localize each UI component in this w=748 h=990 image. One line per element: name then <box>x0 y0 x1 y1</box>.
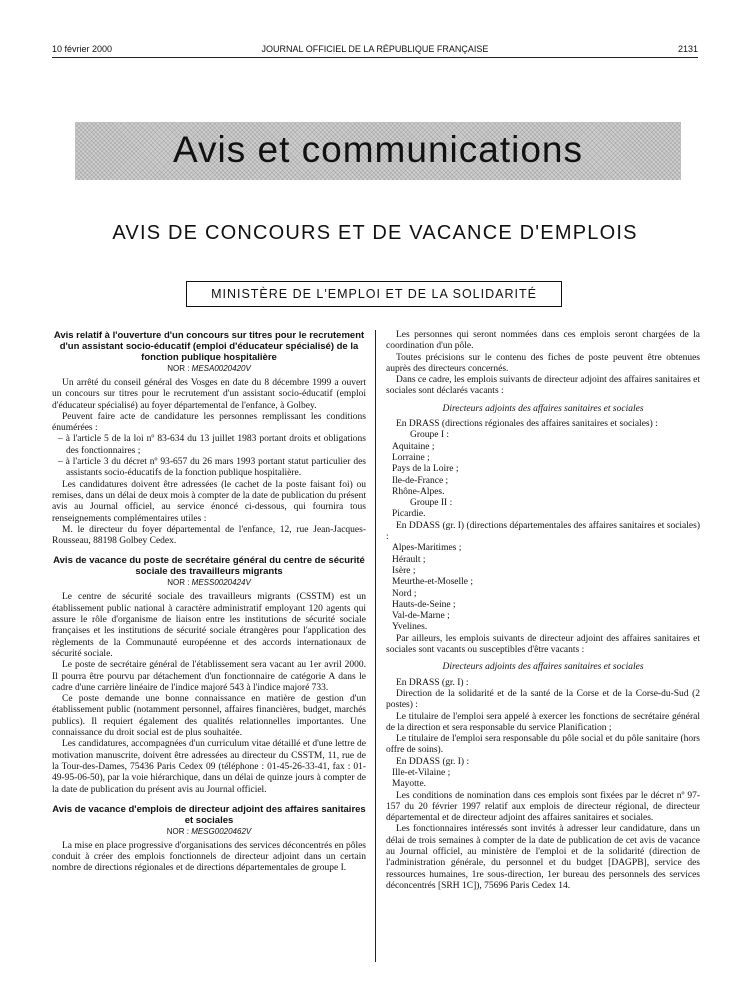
list-item: Alpes-Maritimes ; <box>392 543 462 554</box>
paragraph: Direction de la solidarité et de la santé de la Corse et de la Corse-du-Sud (2 postes) : <box>386 688 700 711</box>
article-title-concours: Avis relatif à l'ouverture d'un concours sur titres pour le recrutement d'un assistant socio-éducatif (emploi d'éducateur spécialisé) de la fonction publique hospitalière <box>53 330 365 363</box>
paragraph: La mise en place progressive d'organisations des services déconcentrés en pôles conduit à créer des emplois fonctionnels de directeur adjoint dans un certain nombre de directions régionales et de directions départementales de groupe I. <box>52 840 366 874</box>
list-item: Rhône-Alpes. <box>392 486 445 497</box>
nor-label: NOR : <box>167 578 190 588</box>
paragraph: Peuvent faire acte de candidature les personnes remplissant les conditions énumérées : <box>52 411 366 434</box>
list-item: Hérault ; <box>392 554 426 565</box>
paragraph: Le titulaire de l'emploi sera responsable du pôle social et du pôle sanitaire (hors offre de soins). <box>386 734 700 756</box>
article-title-secretaire: Avis de vacance du poste de secrétaire général du centre de sécurité sociale des travailleurs migrants <box>53 555 365 578</box>
article-nor <box>52 577 366 588</box>
nor-code: MESA0020420V <box>191 364 251 373</box>
nor-code: MESG0020462V <box>191 826 252 836</box>
paragraph: En DDASS (gr. I) (directions départementales des affaires sanitaires et sociales) : <box>386 520 700 543</box>
list-item: Hauts-de-Seine ; <box>392 599 456 610</box>
paragraph: Par ailleurs, les emplois suivants de directeur adjoint des affaires sanitaires et sociales sont vacants ou susceptibles d'être vacants : <box>386 633 700 656</box>
subheading: Directeurs adjoints des affaires sanitaires et sociales <box>442 403 644 414</box>
paragraph: En DDASS (gr. I) : <box>396 756 470 767</box>
list-item: Nord ; <box>392 588 417 599</box>
left-column <box>52 330 366 962</box>
list-item: Meurthe-et-Moselle ; <box>392 577 473 588</box>
section-banner <box>75 122 681 180</box>
group-label: Groupe I : <box>410 430 450 441</box>
running-header <box>52 44 698 58</box>
list-item: Isère ; <box>392 565 416 576</box>
list-item: Ille-et-Vilaine ; <box>392 767 451 778</box>
nor-label: NOR : <box>167 364 190 373</box>
list-item: Aquitaine ; <box>392 441 435 452</box>
paragraph: Le centre de sécurité sociale des travailleurs migrants (CSSTM) est un établissement public national à caractère administratif employant 120 agents qui assure le rôle d'organisme de liaison entre les institutions de sécurité sociale françaises et les institutions de sécurité sociale étrangères pour l'application des règlements de la Communauté européenne et des accords internationaux de sécurité sociale. <box>52 592 366 659</box>
ministry-box: MINISTÈRE DE L'EMPLOI ET DE LA SOLIDARITÉ <box>186 281 562 307</box>
paragraph: Dans ce cadre, les emplois suivants de directeur adjoint des affaires sanitaires et sociales sont déclarés vacants : <box>386 375 700 397</box>
paragraph: Un arrêté du conseil général des Vosges en date du 8 décembre 1999 a ouvert un concours sur titres pour le recrutement d'un assistant socio-éducatif (emploi d'éducateur spécialisé) au foyer départemental de l'enfance, à Golbey. <box>52 378 366 411</box>
list-item: – à l'article 3 du décret nº 93-657 du 26 mars 1993 portant statut particulier des assistants socio-éducatifs de la fonction publique hospitalière. <box>58 457 366 479</box>
header-rule <box>52 57 698 58</box>
article-title-directeur-adjoint: Avis de vacance d'emplois de directeur adjoint des affaires sanitaires et sociales <box>52 803 366 826</box>
paragraph: Le poste de secrétaire général de l'établissement sera vacant au 1er avril 2000. Il pourra être pourvu par détachement d'un fonctionnaire de catégorie A dans le cadre d'une carrière linéaire de l'indice majoré 543 à l'indice majoré 733. <box>52 660 366 693</box>
paragraph: En DRASS (directions régionales des affaires sanitaires et sociales) : <box>396 419 658 430</box>
paragraph: M. le directeur du foyer départemental de l'enfance, 12, rue Jean-Jacques-Rousseau, 88198 Golbey Cedex. <box>52 524 366 547</box>
subheading: Directeurs adjoints des affaires sanitaires et sociales <box>442 662 644 673</box>
paragraph: Les candidatures, accompagnées d'un curriculum vitae détaillé et d'une lettre de motivation manuscrite, doivent être adressées au directeur du CSSTM, 11, rue de la Tour-des-Dames, 75436 Paris Cedex 09 (téléphone : 01-45-26-33-41, fax : 01-49-95-06-50), par la voie hiérarchique, dans un délai de quinze jours à compter de la date de publication du présent avis au Journal officiel. <box>52 739 366 795</box>
list-item: Yvelines. <box>392 622 428 633</box>
paragraph: Les personnes qui seront nommées dans ces emplois seront chargées de la coordination d'un pôle. <box>386 330 700 352</box>
paragraph: Les candidatures doivent être adressées (le cachet de la poste faisant foi) ou remises, dans un délai de deux mois à compter de la date de publication du présent avis au Journal officiel, au service énoncé ci-dessous, qui fournira tous renseignements complémentaires utiles : <box>52 479 366 524</box>
list-item: Lorraine ; <box>392 452 430 463</box>
paragraph: Les conditions de nomination dans ces emplois sont fixées par le décret nº 97-157 du 20 février 1997 relatif aux emplois de directeur régional, de directeur départemental et de directeur adjoint des affaires sanitaires et sociales. <box>386 790 700 824</box>
list-item: Val-de-Marne ; <box>392 611 450 622</box>
nor-code: MESS0020424V <box>191 578 251 588</box>
list-item: Mayotte. <box>392 779 427 790</box>
list-item: – à l'article 5 de la loi nº 83-634 du 13 juillet 1983 portant droits et obligations des fonctionnaires ; <box>58 434 366 456</box>
header-journal-title: JOURNAL OFFICIEL DE LA RÉPUBLIQUE FRANÇAISE <box>261 44 489 54</box>
list-item: Ile-de-France ; <box>392 475 449 486</box>
banner-title: Avis et communications <box>173 129 583 170</box>
group-label: Groupe II : <box>410 498 453 509</box>
paragraph: En DRASS (gr. I) : <box>396 677 469 688</box>
article-nor <box>52 363 366 374</box>
nor-label: NOR : <box>166 826 189 836</box>
paragraph: Toutes précisions sur le contenu des fiches de poste peuvent être obtenues auprès des directeurs concernés. <box>386 352 700 374</box>
column-divider <box>375 330 376 962</box>
section-title: AVIS DE CONCOURS ET DE VACANCE D'EMPLOIS <box>112 222 638 244</box>
list-item: Picardie. <box>392 509 426 520</box>
article-nor <box>52 826 366 837</box>
list-item: Pays de la Loire ; <box>392 464 459 475</box>
paragraph: Le titulaire de l'emploi sera appelé à exercer les fonctions de secrétaire général de la direction et sera responsable du service Planification ; <box>386 711 700 733</box>
header-page-number: 2131 <box>677 44 698 54</box>
paragraph: Ce poste demande une bonne connaissance en matière de gestion d'un établissement public (notamment personnel, affaires financières, budget, marchés publics). Il requiert également des qualités relationnelles importantes. Une connaissance du droit social est de plus souhaitée. <box>52 694 366 739</box>
header-date: 10 février 2000 <box>52 44 113 54</box>
paragraph: Les fonctionnaires intéressés sont invités à adresser leur candidature, dans un délai de trois semaines à compter de la date de publication de cet avis de vacance au Journal officiel, au ministère de l'emploi et de la solidarité (direction de l'administration générale, du personnel et du budget [DAGPB], service des ressources humaines, 1re sous-direction, 1er bureau des personnels des services déconcentrés [SRH 1C]), 75696 Paris Cedex 14. <box>386 824 700 891</box>
right-column <box>386 330 700 962</box>
